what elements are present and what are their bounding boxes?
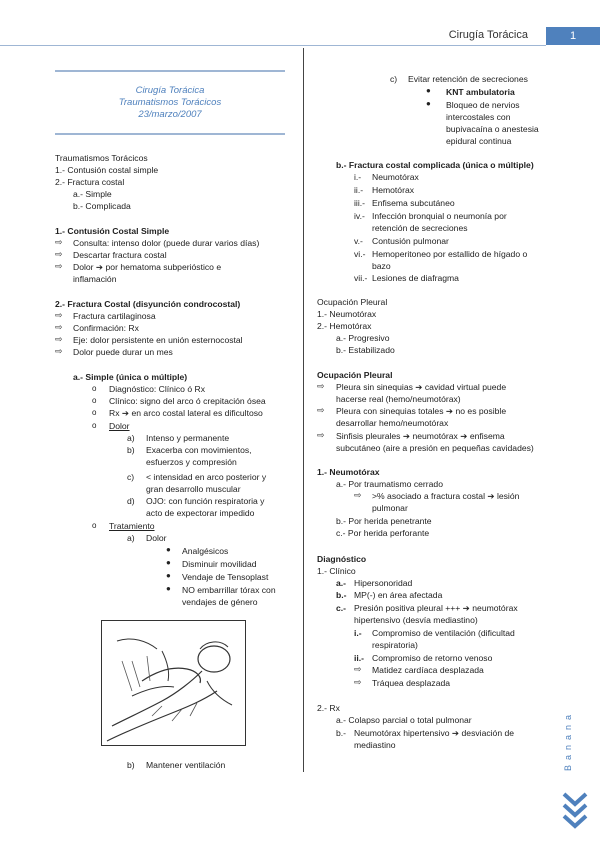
comp-vii-text: Lesiones de diafragma [372, 273, 459, 283]
title-line-3: 23/marzo/2007 [138, 109, 202, 120]
chevron-down-icon [562, 790, 588, 830]
dolor-a-label: a) [127, 433, 135, 443]
comp-iii-text: Enfisema subcutáneo [372, 198, 455, 208]
tratamiento-label: Tratamiento [109, 521, 155, 531]
title-block [55, 85, 285, 121]
dolor-d-label: d) [127, 496, 135, 506]
comp-iv-text-1: Infección bronquial o neumonía por [372, 211, 507, 221]
c-bullet-2d: epidural continua [446, 136, 512, 146]
arrow-icon: ⇨ [354, 664, 362, 674]
op2-point-1b: hacerse real (hemo/neumotórax) [336, 394, 461, 404]
circle-bullet-icon: o [92, 421, 97, 430]
comp-i-text: Neumotórax [372, 172, 419, 182]
simple-item-2: Clínico: signo del arco ó crepitación ósea [109, 396, 266, 406]
dx-rx-b-text-2: mediastino [354, 740, 396, 750]
c-bullet-2a: Bloqueo de nervios [446, 100, 520, 110]
dx-c-label: c.- [336, 603, 347, 613]
title-rule-bottom [55, 133, 285, 135]
dolor-d-text-2: acto de expectorar impedido [146, 508, 255, 518]
running-header-title: Cirugía Torácica [448, 29, 528, 41]
arrow-icon: ⇨ [317, 430, 325, 440]
simple-item-3: Rx ➔ en arco costal lateral es dificultoso [109, 408, 263, 418]
trat-bullet-3: Vendaje de Tensoplast [182, 572, 269, 582]
dx-rx: 2.- Rx [317, 703, 340, 713]
comp-iv-label: iv.- [354, 211, 365, 221]
c-text: Evitar retención de secreciones [408, 74, 528, 84]
dolor-b-label: b) [127, 445, 135, 455]
section-1-heading: 1.- Contusión Costal Simple [55, 226, 170, 236]
dx-ci-text-2: respiratoria) [372, 640, 418, 650]
dx-clinico: 1.- Clínico [317, 566, 356, 576]
comp-ii-label: ii.- [354, 185, 364, 195]
trat-bullet-2: Disminuir movilidad [182, 559, 257, 569]
ocupacion-item-2a: a.- Progresivo [336, 333, 390, 343]
bullet-icon: ● [426, 99, 431, 108]
dolor-b-text-2: esfuerzos y compresión [146, 457, 237, 467]
s1-point-3b: inflamación [73, 274, 117, 284]
simple-item-1: Diagnóstico: Clínico ó Rx [109, 384, 206, 394]
c-bullet-2c: bupivacaína o anestesia [446, 124, 539, 134]
intro-item-2a: a.- Simple [73, 189, 112, 199]
page-number: 1 [546, 27, 600, 45]
neumotorax-heading: 1.- Neumotórax [317, 467, 380, 477]
circle-bullet-icon: o [92, 384, 97, 393]
trat-b-label: b) [127, 760, 135, 770]
c-bullet-2b: intercostales con [446, 112, 511, 122]
comp-v-label: v.- [354, 236, 363, 246]
arrow-icon: ⇨ [317, 381, 325, 391]
trat-a-label: a) [127, 533, 135, 543]
dolor-c-text-2: gran desarrollo muscular [146, 484, 241, 494]
bullet-icon: ● [166, 584, 171, 593]
s2-point-3: Eje: dolor persistente en unión esternocostal [73, 335, 243, 345]
bullet-icon: ● [426, 86, 431, 95]
arrow-icon: ⇨ [55, 310, 63, 320]
op2-point-2a: Pleura con sinequias totales ➔ no es posible [336, 406, 507, 416]
neumo-item-a1b: pulmonar [372, 503, 408, 513]
s1-point-2: Descartar fractura costal [73, 250, 167, 260]
comp-i-label: i.- [354, 172, 362, 182]
s1-point-3a: Dolor ➔ por hematoma subperióstico e [73, 262, 222, 272]
dx-c-text-1: Presión positiva pleural +++ ➔ neumotórax [354, 603, 518, 613]
ocupacion-item-1: 1.- Neumotórax [317, 309, 377, 319]
trat-bullet-4a: NO embarrillar tórax con [182, 585, 276, 595]
c-label: c) [390, 74, 398, 84]
arrow-icon: ⇨ [55, 346, 63, 356]
intro-heading: Traumatismos Torácicos [55, 153, 148, 163]
arrow-icon: ⇨ [55, 237, 63, 247]
patient-illustration [101, 620, 246, 746]
comp-v-text: Contusión pulmonar [372, 236, 449, 246]
arrow-icon: ⇨ [317, 405, 325, 415]
dx-rx-a: a.- Colapso parcial o total pulmonar [336, 715, 472, 725]
c-bullet-1: KNT ambulatoria [446, 87, 515, 97]
complicada-heading: b.- Fractura costal complicada (única o múltiple) [336, 160, 534, 170]
dolor-b-text-1: Exacerba con movimientos, [146, 445, 252, 455]
arrow-icon: ⇨ [55, 249, 63, 259]
title-rule-top [55, 70, 285, 72]
arrow-icon: ⇨ [354, 490, 362, 500]
neumo-item-c: c.- Por herida perforante [336, 528, 430, 538]
arrow-icon: ⇨ [55, 334, 63, 344]
dx-arrow-1: Matidez cardíaca desplazada [372, 665, 484, 675]
dolor-d-text-1: OJO: con función respiratoria y [146, 496, 265, 506]
comp-iii-label: iii.- [354, 198, 365, 208]
trat-bullet-1: Analgésicos [182, 546, 229, 556]
arrow-icon: ⇨ [354, 677, 362, 687]
op2-point-3b: subcutáneo (aire a presión en pequeñas cavidades) [336, 443, 534, 453]
dolor-c-text-1: < intensidad en arco posterior y [146, 472, 267, 482]
dolor-a-text: Intenso y permanente [146, 433, 230, 443]
dx-a-label: a.- [336, 578, 347, 588]
neumo-item-a: a.- Por traumatismo cerrado [336, 479, 443, 489]
s2-point-2: Confirmación: Rx [73, 323, 139, 333]
comp-vi-label: vi.- [354, 249, 366, 259]
neumo-item-b: b.- Por herida penetrante [336, 516, 432, 526]
trat-bullet-4b: vendajes de género [182, 597, 258, 607]
dx-ci-text-1: Compromiso de ventilación (dificultad [372, 628, 515, 638]
s2-point-1: Fractura cartilaginosa [73, 311, 156, 321]
ocupacion-heading-2: Ocupación Pleural [317, 370, 393, 380]
op2-point-3a: Sinfisis pleurales ➔ neumotórax ➔ enfisema [336, 431, 505, 441]
dx-cii-label: ii.- [354, 653, 365, 663]
comp-vi-text-1: Hemoperitoneo por estallido de hígado o [372, 249, 528, 259]
bullet-icon: ● [166, 571, 171, 580]
op2-point-1a: Pleura sin sinequias ➔ cavidad virtual puede [336, 382, 507, 392]
trat-a-text: Dolor [146, 533, 167, 543]
dx-rx-b-text-1: Neumotórax hipertensivo ➔ desviación de [354, 728, 515, 738]
comp-vii-label: vii.- [354, 273, 368, 283]
trat-b-text: Mantener ventilación [146, 760, 226, 770]
dx-b-label: b.- [336, 590, 347, 600]
column-divider [303, 48, 304, 772]
bullet-icon: ● [166, 545, 171, 554]
s1-point-1: Consulta: intenso dolor (puede durar varios días) [73, 238, 260, 248]
circle-bullet-icon: o [92, 396, 97, 405]
simple-heading: a.- Simple (única o múltiple) [73, 372, 188, 382]
header-rule [0, 45, 546, 46]
circle-bullet-icon: o [92, 408, 97, 417]
neumo-item-a1a: >% asociado a fractura costal ➔ lesión [372, 491, 520, 501]
dx-arrow-2: Tráquea desplazada [372, 678, 451, 688]
ocupacion-heading-1: Ocupación Pleural [317, 297, 388, 307]
dx-rx-b-label: b.- [336, 728, 347, 738]
comp-ii-text: Hemotórax [372, 185, 415, 195]
dx-b-text: MP(-) en área afectada [354, 590, 443, 600]
arrow-icon: ⇨ [55, 261, 63, 271]
s2-point-4: Dolor puede durar un mes [73, 347, 173, 357]
dx-a-text: Hipersonoridad [354, 578, 413, 588]
title-line-1: Cirugía Torácica [135, 85, 205, 96]
arrow-icon: ⇨ [55, 322, 63, 332]
intro-item-1: 1.- Contusión costal simple [55, 165, 159, 175]
simple-item-dolor: Dolor [109, 421, 130, 431]
intro-item-2b: b.- Complicada [73, 201, 131, 211]
dx-ci-label: i.- [354, 628, 362, 638]
diagnostico-heading: Diagnóstico [317, 554, 367, 564]
section-2-heading: 2.- Fractura Costal (disyunción condrocostal) [55, 299, 241, 309]
dx-cii-text: Compromiso de retorno venoso [372, 653, 493, 663]
sidebar-watermark: Banana [563, 709, 573, 771]
dx-c-text-2: hipertensivo (desvía mediastino) [354, 615, 478, 625]
comp-iv-text-2: retención de secreciones [372, 223, 468, 233]
ocupacion-item-2b: b.- Estabilizado [336, 345, 395, 355]
op2-point-2b: desarrollar hemo/neumotórax [336, 418, 449, 428]
comp-vi-text-2: bazo [372, 261, 391, 271]
bullet-icon: ● [166, 558, 171, 567]
ocupacion-item-2: 2.- Hemotórax [317, 321, 372, 331]
circle-bullet-icon: o [92, 521, 97, 530]
dolor-c-label: c) [127, 472, 135, 482]
title-line-2: Traumatismos Torácicos [118, 97, 222, 108]
intro-item-2: 2.- Fractura costal [55, 177, 125, 187]
